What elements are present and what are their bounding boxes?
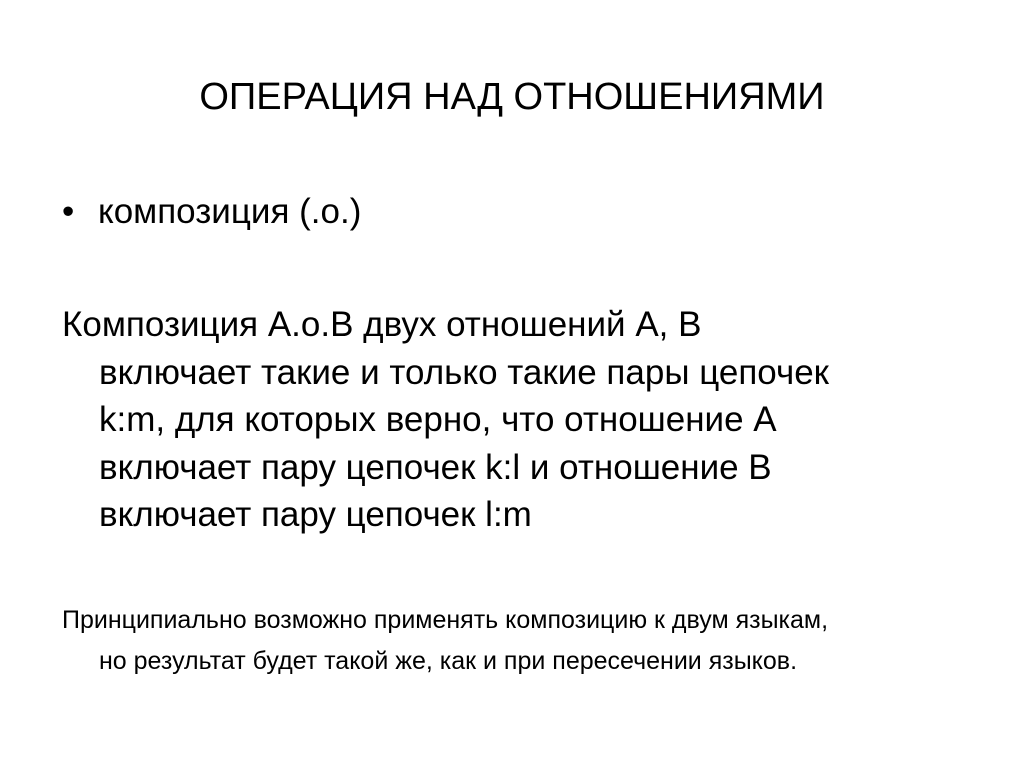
- definition-line: Композиция А.о.В двух отношений А, В: [62, 305, 702, 344]
- bullet-item: [62, 190, 361, 234]
- definition-line: k:m, для которых верно, что отношение А: [99, 400, 777, 439]
- slide-title: ОПЕРАЦИЯ НАД ОТНОШЕНИЯМИ: [199, 76, 825, 118]
- bullet-text: композиция (.о.): [98, 192, 362, 231]
- definition-line: включает пару цепочек l:m: [99, 495, 532, 534]
- bullet-marker: •: [62, 192, 75, 231]
- definition-line: включает пару цепочек k:l и отношение В: [99, 447, 772, 487]
- note-paragraph: [62, 600, 992, 682]
- note-line: Принципиально возможно применять композицию к двум языкам,: [62, 606, 829, 634]
- note-line: но результат будет такой же, как и при пересечении языков.: [99, 647, 798, 675]
- definition-line: включает такие и только такие пары цепочек: [99, 352, 829, 392]
- definition-paragraph: [62, 301, 992, 539]
